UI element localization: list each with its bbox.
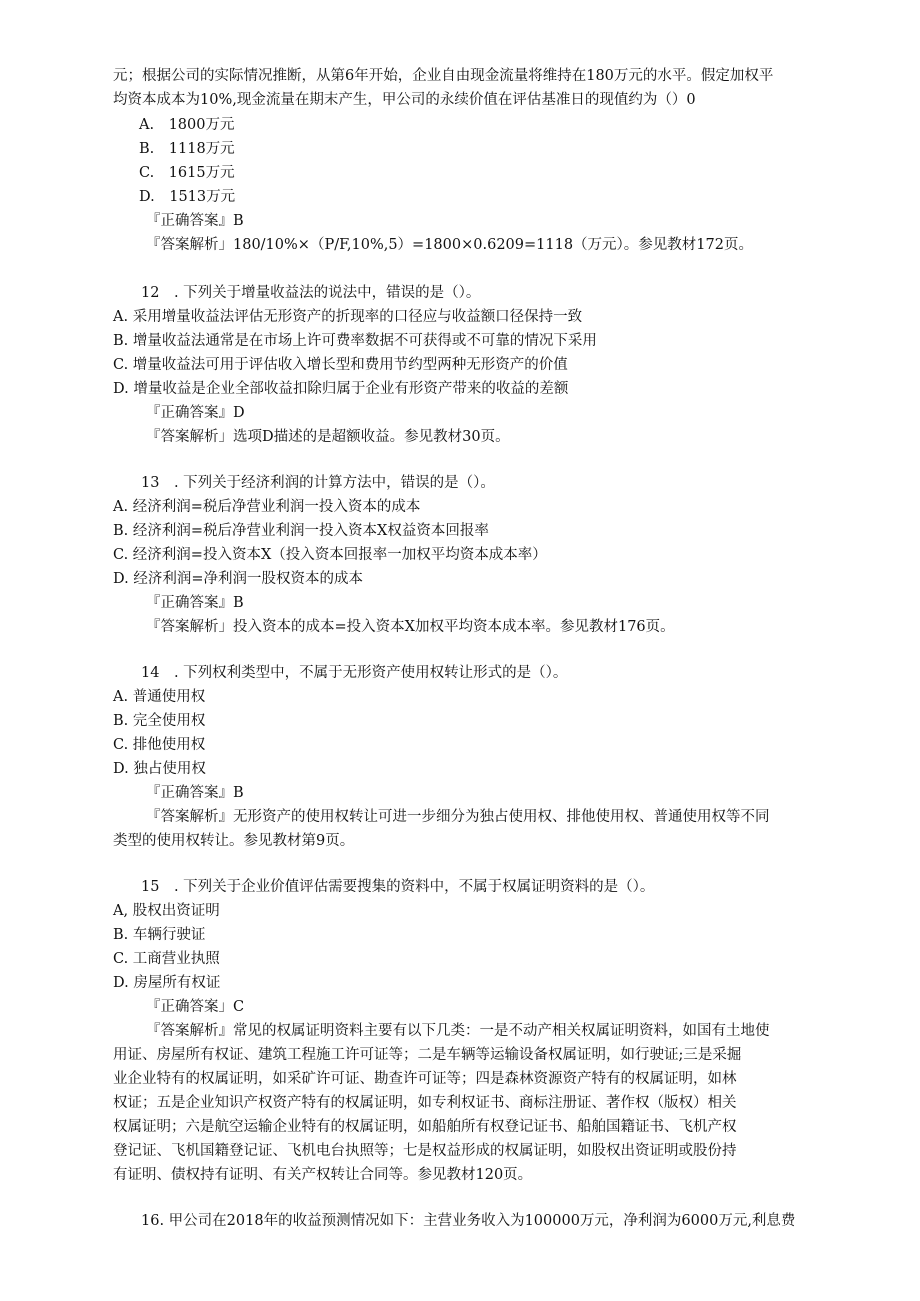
intro-correct-answer: 『正确答案』B [146,213,244,229]
intro-option-a: A. 1800万元 [139,117,235,133]
q14-correct-answer: 『正确答案』B [146,785,244,801]
q15-answer-analysis-line-5: 权属证明；六是航空运输企业特有的权属证明，如船舶所有权登记证书、船舶国籍证书、飞机产权 [113,1119,737,1135]
q12-question: 12 . 下列关于增量收益法的说法中，错误的是（）。 [141,285,481,301]
q13-option-a: A. 经济利润=税后净营业利润一投入资本的成本 [113,499,421,515]
q14-option-b: B. 完全使用权 [113,713,206,729]
q13-option-d: D. 经济利润=净利润一股权资本的成本 [113,571,363,587]
q14-option-d: D. 独占使用权 [113,761,206,777]
q12-option-d: D. 增量收益是企业全部收益扣除归属于企业有形资产带来的收益的差额 [113,381,569,397]
q15-option-a: A, 股权出资证明 [113,903,220,919]
q15-answer-analysis-line-6: 登记证、飞机国籍登记证、飞机电台执照等；七是权益形成的权属证明，如股权出资证明或股份持 [113,1143,737,1159]
q15-answer-analysis-line-3: 业企业特有的权属证明，如采矿许可证、勘查许可证等；四是森林资源资产特有的权属证明，如林 [113,1071,737,1087]
q15-correct-answer: 『正确答案」C [146,999,245,1015]
q14-answer-analysis-line-2: 类型的使用权转让。参见教材第9页。 [113,833,355,849]
intro-answer-analysis: 『答案解析」180/10%×（P/F,10%,5）=1800×0.6209=1118（万元）。参见教材172页。 [146,237,753,253]
q16-question: 16. 甲公司在2018年的收益预测情况如下：主营业务收入为100000万元，净利润为6000万元,利息费 [141,1213,796,1229]
q15-answer-analysis-line-1: 『答案解析』常见的权属证明资料主要有以下几类：一是不动产相关权属证明资料，如国有土地使 [146,1023,770,1039]
q14-option-c: C. 排他使用权 [113,737,206,753]
intro-option-b: B. 1118万元 [139,141,235,157]
q15-answer-analysis-line-2: 用证、房屋所有权证、建筑工程施工许可证等；二是车辆等运输设备权属证明，如行驶证;三是采掘 [113,1047,742,1063]
q14-option-a: A. 普通使用权 [113,689,206,705]
q12-option-a: A. 采用增量收益法评估无形资产的折现率的口径应与收益额口径保持一致 [113,309,583,325]
q15-answer-analysis-line-7: 有证明、债权持有证明、有关产权转让合同等。参见教材120页。 [113,1167,533,1183]
q13-option-c: C. 经济利润=投入资本X（投入资本回报率一加权平均资本成本率） [113,547,547,563]
q12-correct-answer: 『正确答案』D [146,405,245,421]
q13-option-b: B. 经济利润=税后净营业利润一投入资本X权益资本回报率 [113,523,489,539]
q15-answer-analysis-line-4: 权证；五是企业知识产权资产特有的权属证明，如专利权证书、商标注册证、著作权（版权）相关 [113,1095,737,1111]
q15-option-b: B. 车辆行驶证 [113,927,206,943]
intro-text-line-1: 元；根据公司的实际情况推断，从第6年开始，企业自由现金流量将维持在180万元的水平。假定加权平 [113,68,774,84]
q12-option-b: B. 增量收益法通常是在市场上许可费率数据不可获得或不可靠的情况下采用 [113,333,597,349]
q13-answer-analysis: 『答案解析」投入资本的成本=投入资本X加权平均资本成本率。参见教材176页。 [146,619,675,635]
intro-option-c: C. 1615万元 [139,165,235,181]
q14-question: 14 . 下列权利类型中，不属于无形资产使用权转让形式的是（）。 [141,665,568,681]
q13-question: 13 . 下列关于经济利润的计算方法中，错误的是（）。 [141,475,495,491]
q13-correct-answer: 『正确答案』B [146,595,244,611]
q12-option-c: C. 增量收益法可用于评估收入增长型和费用节约型两种无形资产的价值 [113,357,568,373]
q14-answer-analysis-line-1: 『答案解析』无形资产的使用权转让可进一步细分为独占使用权、排他使用权、普通使用权等不同 [146,809,770,825]
intro-text-line-2: 均资本成本为10%,现金流量在期末产生，甲公司的永续价值在评估基准日的现值约为（）0 [113,92,696,108]
q12-answer-analysis: 『答案解析」选项D描述的是超额收益。参见教材30页。 [146,429,510,445]
q15-question: 15 . 下列关于企业价值评估需要搜集的资料中，不属于权属证明资料的是（）。 [141,879,655,895]
q15-option-c: C. 工商营业执照 [113,951,220,967]
q15-option-d: D. 房屋所有权证 [113,975,221,991]
intro-option-d: D. 1513万元 [139,189,236,205]
